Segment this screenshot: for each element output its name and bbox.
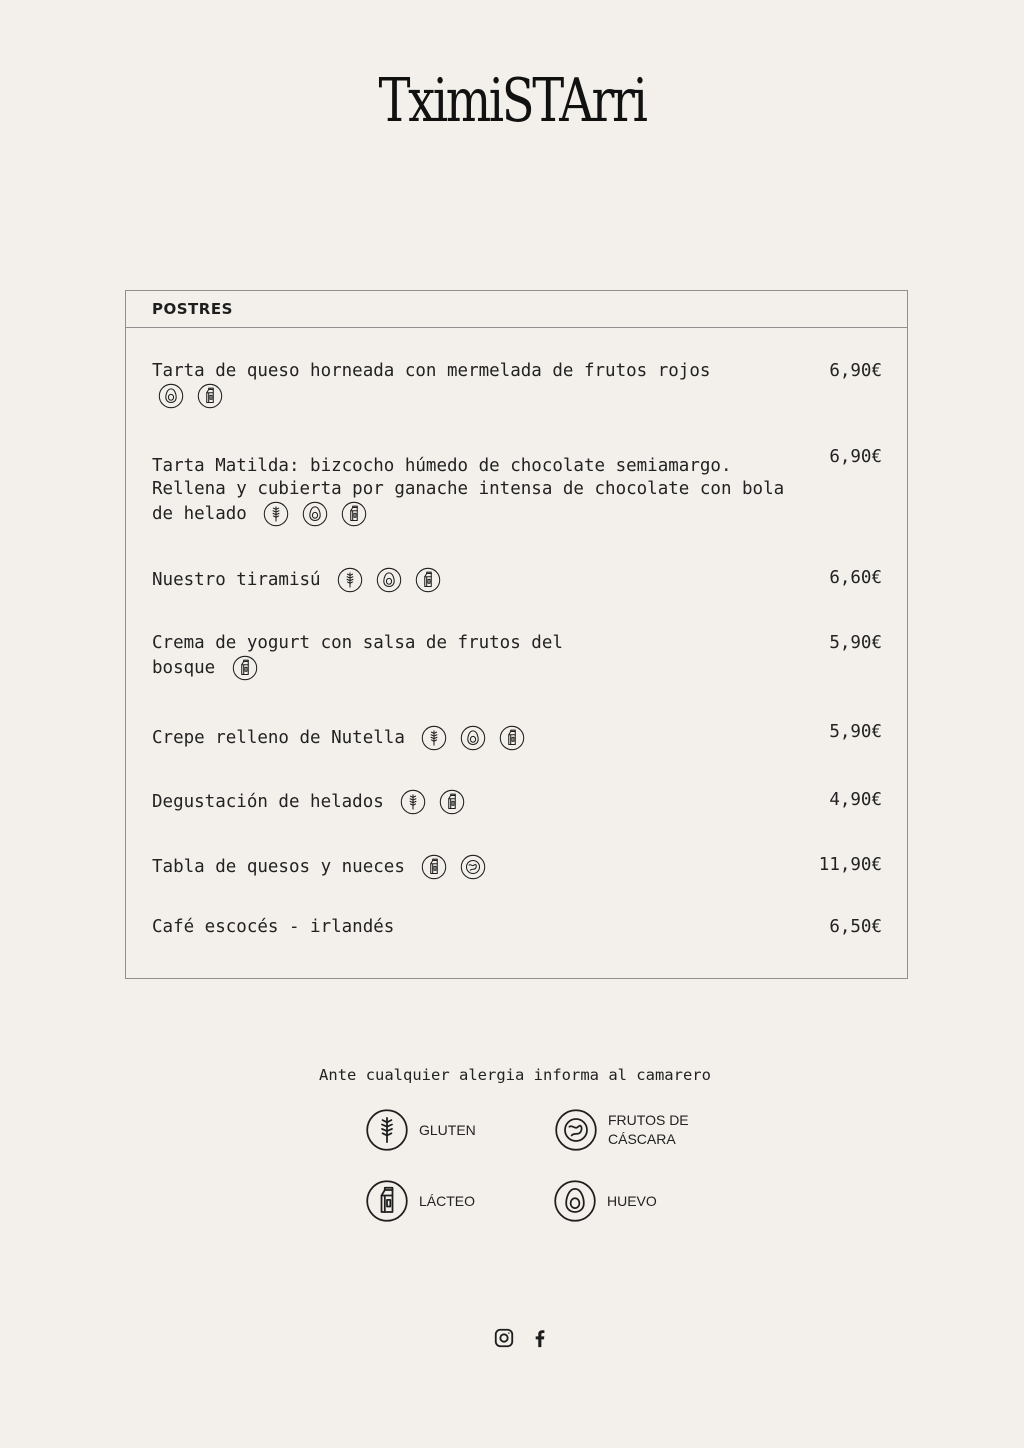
- allergy-note: Ante cualquier alergia informa al camarero: [319, 1066, 711, 1084]
- item-price: 6,90€: [829, 361, 882, 381]
- social-links: [493, 1327, 551, 1349]
- item-name: Crepe relleno de Nutella: [152, 728, 405, 748]
- milk-carton-icon: [421, 854, 447, 880]
- legend-dairy: [365, 1179, 514, 1223]
- legend-label: LÁCTEO: [419, 1192, 476, 1209]
- wheat-icon: [365, 1108, 409, 1152]
- legend-label: HUEVO: [607, 1192, 657, 1209]
- item-price: 6,90€: [829, 447, 882, 467]
- legend-label-line: FRUTOS DE: [608, 1112, 689, 1128]
- item-price: 6,50€: [829, 917, 882, 937]
- item-name: Tarta Matilda: bizcocho húmedo de chocolate semiamargo. Rellena y cubierta por ganache intensa de chocolate con bola de helado: [152, 456, 785, 524]
- egg-icon: [158, 383, 184, 409]
- egg-icon: [376, 567, 402, 593]
- egg-icon: [553, 1179, 597, 1223]
- item-name: Tarta de queso horneada con mermelada de frutos rojos: [152, 361, 711, 381]
- item-price: 5,90€: [829, 722, 882, 742]
- wheat-icon: [337, 567, 363, 593]
- item-name: Crema de yogurt con salsa de frutos del bosque: [152, 633, 563, 678]
- milk-carton-icon: [415, 567, 441, 593]
- milk-carton-icon: [197, 383, 223, 409]
- item-name: Degustación de helados: [152, 792, 384, 812]
- item-price: 11,90€: [818, 855, 882, 875]
- milk-carton-icon: [439, 789, 465, 815]
- wheat-icon: [263, 501, 289, 527]
- menu-item: [152, 567, 882, 593]
- menu-item: [152, 916, 882, 939]
- legend-label: GLUTEN: [419, 1121, 476, 1138]
- legend-gluten: [365, 1108, 514, 1152]
- menu-item: [152, 722, 882, 751]
- legend-egg: [553, 1179, 702, 1223]
- legend-nuts: [554, 1108, 703, 1152]
- instagram-icon[interactable]: [493, 1327, 515, 1349]
- egg-icon: [302, 501, 328, 527]
- brand-logo: TximiSTArri: [378, 66, 646, 136]
- menu-card: [125, 290, 908, 979]
- menu-item: [152, 789, 882, 815]
- wheat-icon: [400, 789, 426, 815]
- wheat-icon: [421, 725, 447, 751]
- egg-icon: [460, 725, 486, 751]
- item-name: Café escocés - irlandés: [152, 917, 395, 937]
- nut-icon: [554, 1108, 598, 1152]
- item-price: 4,90€: [829, 790, 882, 810]
- milk-carton-icon: [232, 655, 258, 681]
- menu-item: [152, 360, 882, 409]
- item-name: Nuestro tiramisú: [152, 570, 321, 590]
- milk-carton-icon: [341, 501, 367, 527]
- legend-label-line: CÁSCARA: [608, 1131, 676, 1147]
- menu-item: [152, 854, 882, 880]
- item-price: 6,60€: [829, 568, 882, 588]
- item-name: Tabla de quesos y nueces: [152, 857, 405, 877]
- milk-carton-icon: [499, 725, 525, 751]
- legend-label: [608, 1111, 703, 1149]
- menu-item: [152, 447, 882, 527]
- item-price: 5,90€: [829, 633, 882, 653]
- section-title: POSTRES: [126, 291, 907, 328]
- milk-carton-icon: [365, 1179, 409, 1223]
- menu-item: [152, 632, 882, 681]
- facebook-icon[interactable]: [529, 1327, 551, 1349]
- nut-icon: [460, 854, 486, 880]
